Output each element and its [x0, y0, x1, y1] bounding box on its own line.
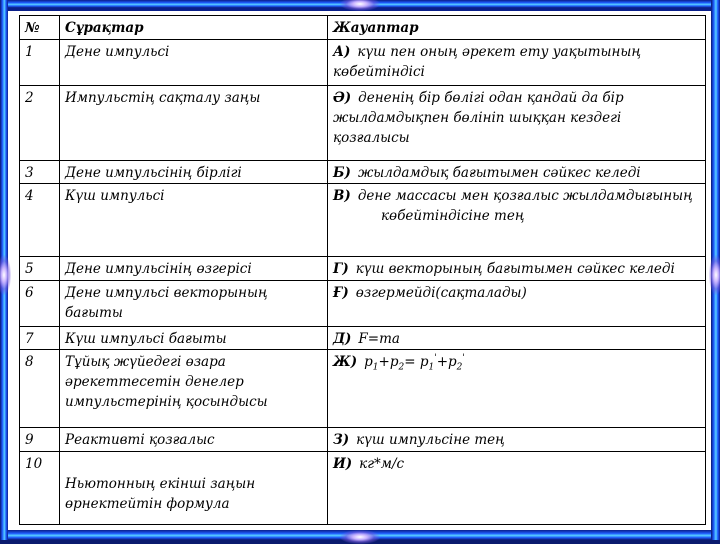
- answer-cell: [328, 257, 706, 281]
- row-number: 6: [20, 281, 60, 327]
- question-cell: Дене импульсінің өзгерісі: [60, 257, 328, 281]
- momentum-conservation-formula: $p_1+p_2= p_1'+p_2'$: [364, 353, 465, 373]
- answer-letter: Ж): [333, 354, 358, 370]
- sparkle-decoration: [709, 255, 720, 295]
- question-cell: Дене импульсінің бірлігі: [60, 161, 328, 184]
- answer-cell: [328, 428, 706, 452]
- table-row: [20, 428, 706, 452]
- header-answers: Жауаптар: [328, 16, 706, 40]
- answer-text: күш пен оның әрекет ету уақытының көбейтіндісі: [333, 44, 642, 80]
- qa-table: [19, 15, 706, 525]
- answer-cell: [328, 184, 706, 257]
- header-questions: Сұрақтар: [60, 16, 328, 40]
- row-number: 3: [20, 161, 60, 184]
- answer-letter: Д): [333, 331, 352, 347]
- row-number: 9: [20, 428, 60, 452]
- answer-cell: [328, 86, 706, 161]
- table-row: [20, 327, 706, 350]
- question-cell: Дене импульсі: [60, 40, 328, 86]
- table-header-row: [20, 16, 706, 40]
- header-num: №: [20, 16, 60, 40]
- answer-text: күш импульсіне тең: [356, 432, 505, 448]
- row-number: 1: [20, 40, 60, 86]
- question-cell: Дене импульсі векторының бағыты: [60, 281, 328, 327]
- row-number: 10: [20, 452, 60, 525]
- table-row: [20, 281, 706, 327]
- sparkle-decoration: [340, 530, 380, 544]
- answer-letter: В): [333, 188, 351, 204]
- answer-text: кг*м/с: [359, 456, 405, 472]
- answer-cell: [328, 327, 706, 350]
- table-row: [20, 257, 706, 281]
- answer-letter: Г): [333, 261, 349, 277]
- answer-text-continued: көбейтіндісіне тең: [381, 208, 525, 224]
- table-row: [20, 161, 706, 184]
- answer-letter: Ғ): [333, 285, 349, 301]
- row-number: 8: [20, 350, 60, 428]
- answer-cell: [328, 40, 706, 86]
- question-cell: Импульстің сақталу заңы: [60, 86, 328, 161]
- question-cell: Тұйық жүйедегі өзара әрекеттесетін денелер импульстерінің қосындысы: [60, 350, 328, 428]
- answer-letter: И): [333, 456, 353, 472]
- question-cell: Күш импульсі: [60, 184, 328, 257]
- answer-text: дене массасы мен қозғалыс жылдамдығының: [357, 188, 693, 204]
- answer-text: дененің бір бөлігі одан қандай да бір жылдамдықпен бөлініп шыққан кездегі қозғалысы: [333, 90, 624, 146]
- table-row: [20, 350, 706, 428]
- sparkle-decoration: [0, 255, 11, 295]
- table-row: [20, 40, 706, 86]
- row-number: 5: [20, 257, 60, 281]
- question-cell: Ньютонның екінші заңын өрнектейтін формула: [60, 452, 328, 525]
- answer-letter: Б): [333, 165, 351, 181]
- question-cell: Реактивті қозғалыс: [60, 428, 328, 452]
- table-row: [20, 184, 706, 257]
- answer-text: күш векторының бағытымен сәйкес келеді: [355, 261, 675, 277]
- answer-letter: Ә): [333, 90, 352, 106]
- answer-letter: А): [333, 44, 351, 60]
- table-row: [20, 452, 706, 525]
- answer-text: өзгермейді(сақталады): [355, 285, 527, 301]
- answer-letter: З): [333, 432, 350, 448]
- answer-text: F=ma: [358, 331, 400, 347]
- row-number: 2: [20, 86, 60, 161]
- answer-cell: [328, 281, 706, 327]
- table-row: [20, 86, 706, 161]
- row-number: 4: [20, 184, 60, 257]
- answer-cell: [328, 350, 706, 428]
- answer-cell: [328, 452, 706, 525]
- row-number: 7: [20, 327, 60, 350]
- answer-text: жылдамдық бағытымен сәйкес келеді: [357, 165, 641, 181]
- answer-cell: [328, 161, 706, 184]
- question-cell: Күш импульсі бағыты: [60, 327, 328, 350]
